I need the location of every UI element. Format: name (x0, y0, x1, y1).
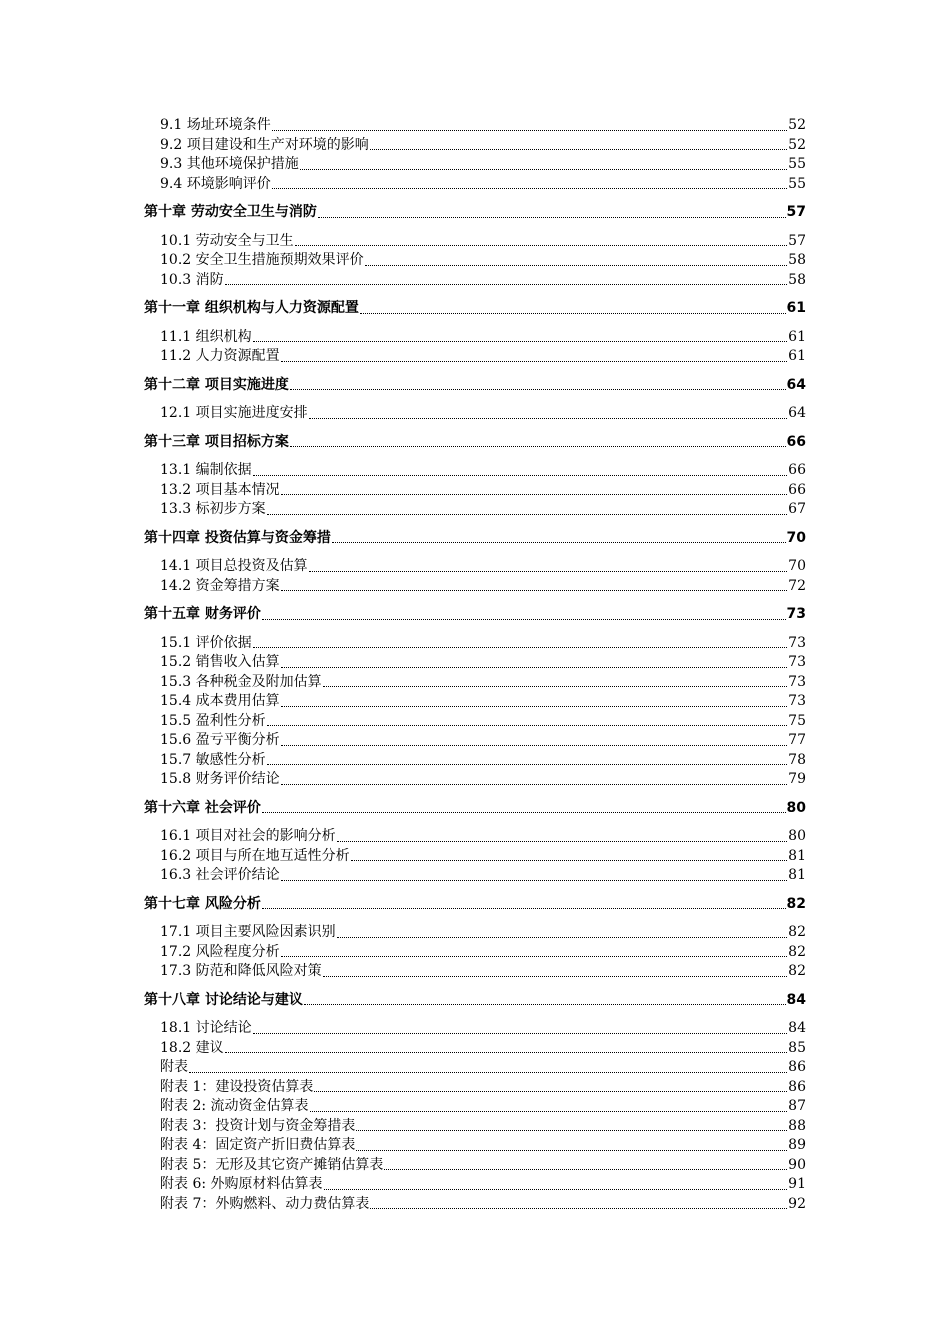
toc-entry-title: 17.2 风险程度分析 (160, 943, 280, 960)
toc-entry-title: 17.1 项目主要风险因素识别 (160, 924, 336, 940)
toc-section-entry[interactable] (144, 271, 806, 291)
toc-section-entry[interactable] (144, 923, 806, 943)
toc-section-entry[interactable] (144, 175, 806, 195)
toc-section-entry[interactable] (144, 461, 806, 481)
toc-entry-title: 9.2 项目建设和生产对环境的影响 (160, 136, 369, 153)
toc-dot-leader (281, 879, 788, 881)
toc-page-number: 52 (788, 136, 806, 153)
toc-dot-leader (253, 474, 788, 476)
toc-dot-leader (253, 1032, 788, 1034)
toc-dot-leader (351, 859, 788, 861)
toc-entry-title: 附表 7：外购燃料、动力费估算表 (160, 1195, 370, 1212)
toc-entry-title: 第十三章 项目招标方案 (144, 433, 289, 450)
toc-page-number: 67 (788, 501, 806, 517)
toc-entry-title: 9.3 其他环境保护措施 (160, 156, 299, 172)
toc-page-number: 72 (788, 577, 806, 594)
toc-dot-leader (332, 541, 786, 543)
toc-section-entry[interactable] (144, 1195, 806, 1215)
toc-page-number: 92 (788, 1195, 806, 1212)
toc-entry-title: 附表 4：固定资产折旧费估算表 (160, 1137, 356, 1153)
toc-page-number: 82 (786, 895, 806, 912)
toc-chapter-entry[interactable] (144, 605, 806, 625)
toc-entry-title: 第十二章 项目实施进度 (144, 376, 289, 393)
toc-chapter-entry[interactable] (144, 895, 806, 915)
toc-page-number: 79 (788, 771, 806, 787)
toc-dot-leader (225, 1051, 788, 1053)
toc-dot-leader (281, 783, 788, 785)
toc-chapter-entry[interactable] (144, 433, 806, 453)
toc-dot-leader (356, 1129, 787, 1131)
toc-dot-leader (253, 646, 788, 648)
toc-entry-title: 第十章 劳动安全卫生与消防 (144, 204, 317, 220)
toc-page-number: 90 (788, 1156, 806, 1173)
toc-dot-leader (324, 1188, 788, 1190)
toc-section-entry[interactable] (144, 577, 806, 597)
toc-section-entry[interactable] (144, 251, 806, 271)
toc-section-entry[interactable] (144, 770, 806, 790)
toc-page-number: 70 (786, 529, 806, 546)
toc-entry-title: 15.1 评价依据 (160, 634, 252, 651)
toc-page-number: 75 (788, 712, 806, 729)
toc-section-entry[interactable] (144, 500, 806, 520)
toc-chapter-entry[interactable] (144, 203, 806, 223)
toc-dot-leader (314, 1090, 787, 1092)
toc-page-number: 57 (788, 232, 806, 249)
toc-section-entry[interactable] (144, 712, 806, 732)
toc-page-number: 66 (788, 462, 806, 478)
toc-dot-leader (281, 705, 788, 707)
toc-section-entry[interactable] (144, 943, 806, 963)
toc-entry-title: 16.2 项目与所在地互适性分析 (160, 847, 350, 864)
toc-entry-title: 14.1 项目总投资及估算 (160, 558, 308, 574)
toc-dot-leader (370, 1207, 787, 1209)
toc-dot-leader (310, 1110, 788, 1112)
toc-dot-leader (300, 168, 787, 170)
toc-entry-title: 15.6 盈亏平衡分析 (160, 732, 280, 748)
toc-dot-leader (309, 570, 788, 572)
toc-page-number: 84 (786, 991, 806, 1008)
toc-page-number: 87 (788, 1098, 806, 1114)
toc-entry-title: 附表 2: 流动资金估算表 (160, 1098, 309, 1114)
toc-section-entry[interactable] (144, 1156, 806, 1176)
toc-chapter-entry[interactable] (144, 799, 806, 819)
toc-section-entry[interactable] (144, 692, 806, 712)
toc-page-number: 58 (788, 252, 806, 268)
toc-page-number: 61 (788, 328, 806, 345)
toc-entry-title: 9.1 场址环境条件 (160, 117, 271, 133)
toc-entry-title: 15.2 销售收入估算 (160, 654, 280, 670)
toc-page-number: 89 (788, 1137, 806, 1153)
toc-section-entry[interactable] (144, 1117, 806, 1137)
toc-section-entry[interactable] (144, 1039, 806, 1059)
toc-dot-leader (262, 907, 786, 909)
toc-entry-title: 第十六章 社会评价 (144, 799, 261, 816)
toc-section-entry[interactable] (144, 653, 806, 673)
toc-entry-title: 10.2 安全卫生措施预期效果评价 (160, 252, 364, 268)
toc-page-number: 85 (788, 1039, 806, 1056)
toc-page-number: 73 (788, 673, 806, 690)
toc-entry-title: 第十四章 投资估算与资金筹措 (144, 529, 331, 546)
toc-dot-leader (272, 129, 787, 131)
toc-dot-leader (281, 589, 788, 591)
toc-dot-leader (323, 975, 788, 977)
toc-chapter-entry[interactable] (144, 529, 806, 549)
toc-page-number: 55 (788, 156, 806, 172)
toc-section-entry[interactable] (144, 1078, 806, 1098)
toc-dot-leader (337, 936, 788, 938)
toc-page-number: 86 (788, 1078, 806, 1095)
toc-section-entry[interactable] (144, 731, 806, 751)
toc-page-number: 86 (788, 1059, 806, 1075)
toc-entry-title: 18.1 讨论结论 (160, 1020, 252, 1036)
toc-dot-leader (281, 744, 788, 746)
toc-section-entry[interactable] (144, 347, 806, 367)
toc-page-number: 52 (788, 117, 806, 133)
toc-entry-title: 第十一章 组织机构与人力资源配置 (144, 300, 359, 316)
toc-dot-leader (318, 216, 786, 218)
toc-entry-title: 15.5 盈利性分析 (160, 712, 266, 729)
toc-section-entry[interactable] (144, 136, 806, 156)
toc-entry-title: 11.1 组织机构 (160, 328, 252, 345)
toc-entry-title: 第十七章 风险分析 (144, 895, 261, 912)
toc-page-number: 73 (788, 654, 806, 670)
toc-section-entry[interactable] (144, 232, 806, 252)
toc-section-entry[interactable] (144, 328, 806, 348)
toc-dot-leader (360, 312, 786, 314)
toc-entry-title: 15.7 敏感性分析 (160, 751, 266, 768)
toc-page-number: 82 (788, 924, 806, 940)
toc-dot-leader (337, 840, 788, 842)
toc-section-entry[interactable] (144, 116, 806, 136)
toc-page-number: 58 (788, 271, 806, 288)
toc-dot-leader (267, 513, 788, 515)
toc-entry-title: 附表 6: 外购原材料估算表 (160, 1176, 323, 1192)
toc-dot-leader (225, 283, 788, 285)
toc-entry-title: 10.3 消防 (160, 271, 224, 288)
toc-dot-leader (309, 417, 788, 419)
toc-section-entry[interactable] (144, 481, 806, 501)
toc-chapter-entry[interactable] (144, 376, 806, 396)
toc-section-entry[interactable] (144, 1097, 806, 1117)
toc-dot-leader (281, 666, 788, 668)
toc-page-number: 91 (788, 1176, 806, 1192)
toc-section-entry[interactable] (144, 155, 806, 175)
toc-dot-leader (262, 618, 786, 620)
toc-dot-leader (267, 724, 788, 726)
toc-page-number: 61 (788, 348, 806, 364)
toc-dot-leader (356, 1149, 787, 1151)
toc-page-number: 73 (786, 606, 806, 622)
toc-entry-title: 11.2 人力资源配置 (160, 348, 280, 364)
toc-dot-leader (295, 244, 788, 246)
toc-page-number: 81 (788, 867, 806, 883)
toc-page-number: 73 (788, 693, 806, 709)
toc-section-entry[interactable] (144, 1175, 806, 1195)
toc-section-entry[interactable] (144, 557, 806, 577)
toc-entry-title: 16.1 项目对社会的影响分析 (160, 828, 336, 844)
toc-dot-leader (370, 148, 787, 150)
toc-dot-leader (384, 1168, 787, 1170)
toc-dot-leader (290, 388, 786, 390)
toc-chapter-entry[interactable] (144, 991, 806, 1011)
toc-dot-leader (365, 264, 788, 266)
toc-entry-title: 10.1 劳动安全与卫生 (160, 232, 294, 249)
toc-entry-title: 附表 3：投资计划与资金筹措表 (160, 1117, 356, 1134)
toc-entry-title: 附表 1：建设投资估算表 (160, 1078, 314, 1095)
toc-dot-leader (290, 445, 786, 447)
toc-dot-leader (281, 955, 788, 957)
toc-dot-leader (189, 1071, 787, 1073)
toc-entry-title: 18.2 建议 (160, 1039, 224, 1056)
toc-entry-title: 15.3 各种税金及附加估算 (160, 673, 322, 690)
toc-page-number: 64 (786, 376, 806, 393)
toc-section-entry[interactable] (144, 962, 806, 982)
toc-dot-leader (272, 187, 787, 189)
toc-page-number: 66 (788, 481, 806, 498)
toc-page-number: 84 (788, 1020, 806, 1036)
toc-section-entry[interactable] (144, 634, 806, 654)
toc-page-number: 55 (788, 175, 806, 192)
toc-section-entry[interactable] (144, 1058, 806, 1078)
toc-section-entry[interactable] (144, 404, 806, 424)
toc-dot-leader (323, 685, 788, 687)
toc-entry-title: 9.4 环境影响评价 (160, 175, 271, 192)
toc-section-entry[interactable] (144, 866, 806, 886)
toc-section-entry[interactable] (144, 847, 806, 867)
toc-dot-leader (267, 763, 788, 765)
toc-entry-title: 13.1 编制依据 (160, 462, 252, 478)
toc-entry-title: 第十五章 财务评价 (144, 606, 261, 622)
toc-page-number: 64 (788, 405, 806, 421)
toc-dot-leader (304, 1003, 786, 1005)
toc-chapter-entry[interactable] (144, 299, 806, 319)
toc-dot-leader (281, 360, 788, 362)
toc-entry-title: 附表 5：无形及其它资产摊销估算表 (160, 1156, 384, 1173)
toc-page-number: 82 (788, 963, 806, 979)
toc-entry-title: 14.2 资金筹措方案 (160, 577, 280, 594)
toc-entry-title: 15.8 财务评价结论 (160, 771, 280, 787)
toc-page-number: 57 (786, 204, 806, 220)
toc-page-number: 80 (788, 828, 806, 844)
toc-section-entry[interactable] (144, 1019, 806, 1039)
toc-page-number: 82 (788, 943, 806, 960)
toc-entry-title: 13.2 项目基本情况 (160, 481, 280, 498)
toc-entry-title: 附表 (160, 1059, 188, 1075)
toc-page-number: 78 (788, 751, 806, 768)
toc-page-number: 80 (786, 799, 806, 816)
toc-dot-leader (262, 811, 786, 813)
toc-page-number: 61 (786, 300, 806, 316)
toc-dot-leader (281, 493, 788, 495)
toc-entry-title: 17.3 防范和降低风险对策 (160, 963, 322, 979)
toc-section-entry[interactable] (144, 751, 806, 771)
toc-page-number: 73 (788, 634, 806, 651)
toc-entry-title: 16.3 社会评价结论 (160, 867, 280, 883)
toc-entry-title: 第十八章 讨论结论与建议 (144, 991, 303, 1008)
toc-entry-title: 12.1 项目实施进度安排 (160, 405, 308, 421)
toc-dot-leader (253, 340, 788, 342)
toc-entry-title: 15.4 成本费用估算 (160, 693, 280, 709)
table-of-contents (144, 116, 806, 1214)
toc-entry-title: 13.3 标初步方案 (160, 501, 266, 517)
toc-page-number: 77 (788, 732, 806, 748)
toc-section-entry[interactable] (144, 1136, 806, 1156)
toc-page-number: 66 (786, 433, 806, 450)
toc-page-number: 70 (788, 558, 806, 574)
toc-page-number: 88 (788, 1117, 806, 1134)
toc-section-entry[interactable] (144, 827, 806, 847)
toc-page-number: 81 (788, 847, 806, 864)
toc-section-entry[interactable] (144, 673, 806, 693)
